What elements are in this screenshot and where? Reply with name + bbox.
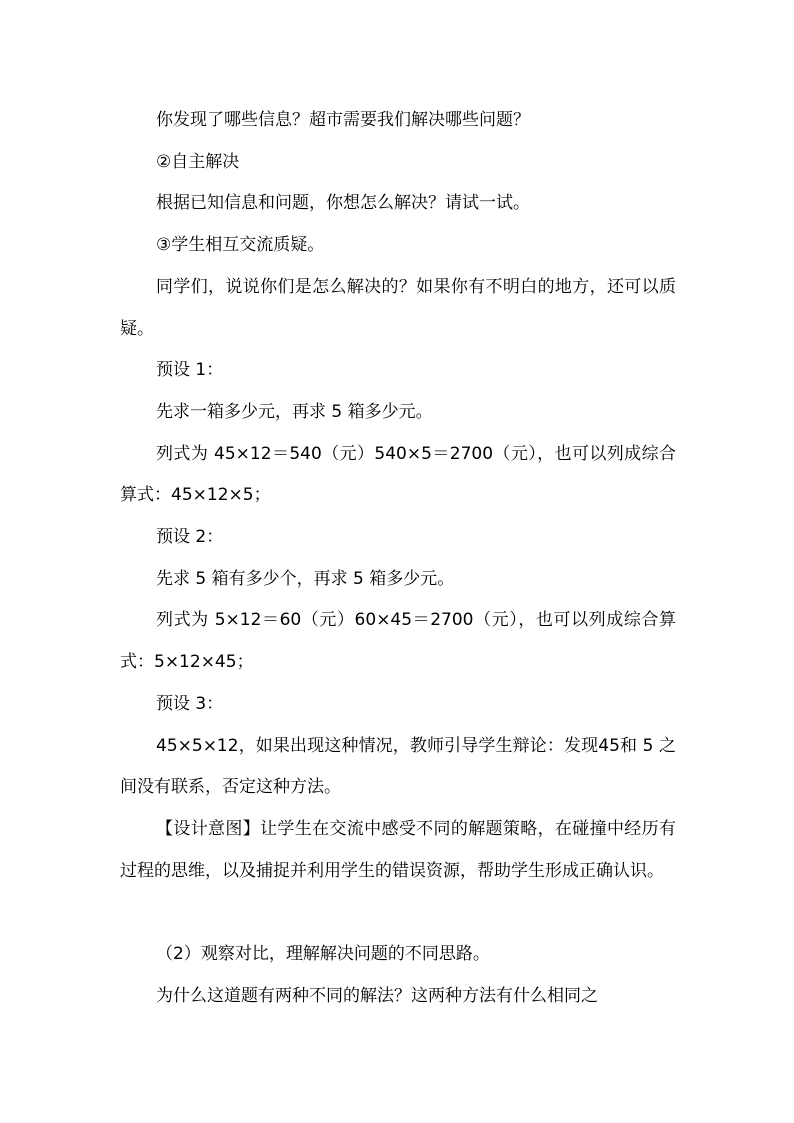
paragraph-preset-1-formula: 列式为 45×12＝540（元）540×5＝2700（元），也可以列成综合算式：45×12×5； [120, 443, 676, 506]
paragraph-preset-1: 预设 1： [156, 360, 224, 381]
paragraph-why-two-methods: 为什么这道题有两种不同的解法？这两种方法有什么相同之 [156, 985, 598, 1006]
paragraph-preset-1-method: 先求一箱多少元，再求 5 箱多少元。 [156, 401, 433, 422]
paragraph-preset-3-note: 45×5×12，如果出现这种情况，教师引导学生辩论：发现45和 5 之间没有联系，否定这种方法。 [120, 735, 676, 798]
paragraph-preset-2-method: 先求 5 箱有多少个，再求 5 箱多少元。 [156, 568, 455, 589]
paragraph-discussion-prompt: 同学们，说说你们是怎么解决的？如果你有不明白的地方，还可以质疑。 [120, 276, 676, 339]
paragraph-self-solve-heading: ②自主解决 [156, 151, 240, 172]
paragraph-preset-2: 预设 2： [156, 527, 224, 547]
paragraph-design-intent: 【设计意图】让学生在交流中感受不同的解题策略，在碰撞中经历有过程的思维，以及捕捉并利用学生的错误资源，帮助学生形成正确认识。 [120, 818, 676, 881]
paragraph-compare-heading: （2）观察对比，理解解决问题的不同思路。 [156, 943, 490, 964]
paragraph-try-prompt: 根据已知信息和问题，你想怎么解决？请试一试。 [156, 193, 530, 214]
document-body [120, 100, 676, 1017]
paragraph-exchange-heading: ③学生相互交流质疑。 [156, 235, 325, 256]
paragraph-info-question: 你发现了哪些信息？超市需要我们解决哪些问题？ [156, 110, 530, 130]
paragraph-preset-3: 预设 3： [156, 693, 224, 714]
paragraph-preset-2-formula: 列式为 5×12＝60（元）60×45＝2700（元），也可以列成综合算式：5×12×45； [120, 610, 676, 673]
